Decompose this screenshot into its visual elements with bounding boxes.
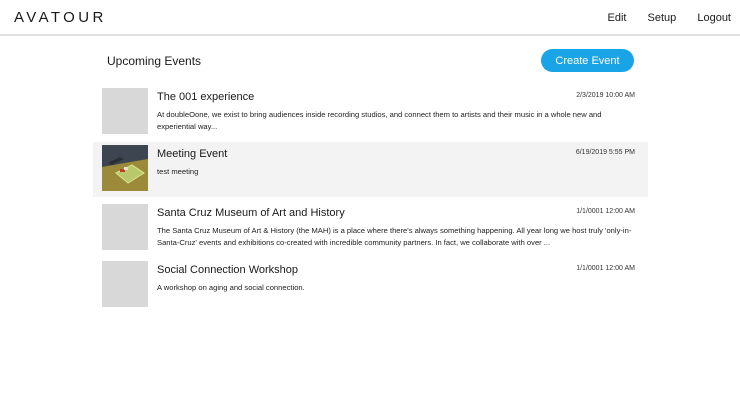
event-title[interactable]: Santa Cruz Museum of Art and History <box>157 207 345 219</box>
event-thumbnail <box>102 261 148 307</box>
logout-link[interactable]: Logout <box>697 12 731 24</box>
event-thumbnail <box>102 88 148 134</box>
event-date: 1/1/0001 12:00 AM <box>576 208 635 215</box>
app-logo[interactable]: AVATOUR <box>14 9 107 26</box>
room-image <box>102 145 148 191</box>
event-date: 2/3/2019 10:00 AM <box>576 92 635 99</box>
top-bar <box>0 0 740 36</box>
event-title[interactable]: The 001 experience <box>157 91 255 103</box>
create-event-button[interactable]: Create Event <box>541 49 634 72</box>
event-title[interactable]: Social Connection Workshop <box>157 264 299 276</box>
event-item[interactable] <box>93 258 648 313</box>
event-description: A workshop on aging and social connection. <box>157 283 305 292</box>
event-description: test meeting <box>157 167 199 176</box>
event-date: 1/1/0001 12:00 AM <box>576 265 635 272</box>
event-item[interactable] <box>93 142 648 197</box>
event-description: The Santa Cruz Museum of Art & History (the MAH) is a place where there's always something happening. All year long we host truly 'only-in-Santa-Cruz' events and exhibitions co-created with incredible community partners. In fact, we collaborate with over ... <box>157 226 632 247</box>
edit-link[interactable]: Edit <box>607 12 627 24</box>
event-title[interactable]: Meeting Event <box>157 148 228 160</box>
event-thumbnail <box>102 145 148 191</box>
page-title: Upcoming Events <box>107 54 202 68</box>
event-date: 6/19/2019 5:55 PM <box>575 149 635 156</box>
setup-link[interactable]: Setup <box>647 12 677 24</box>
top-nav <box>590 12 732 24</box>
event-description: At doubleOone, we exist to bring audiences inside recording studios, and connect them to artists and their music in a whole new and experiential way... <box>157 110 602 131</box>
event-item[interactable] <box>93 201 648 256</box>
event-thumbnail <box>102 204 148 250</box>
event-item[interactable] <box>93 85 648 140</box>
